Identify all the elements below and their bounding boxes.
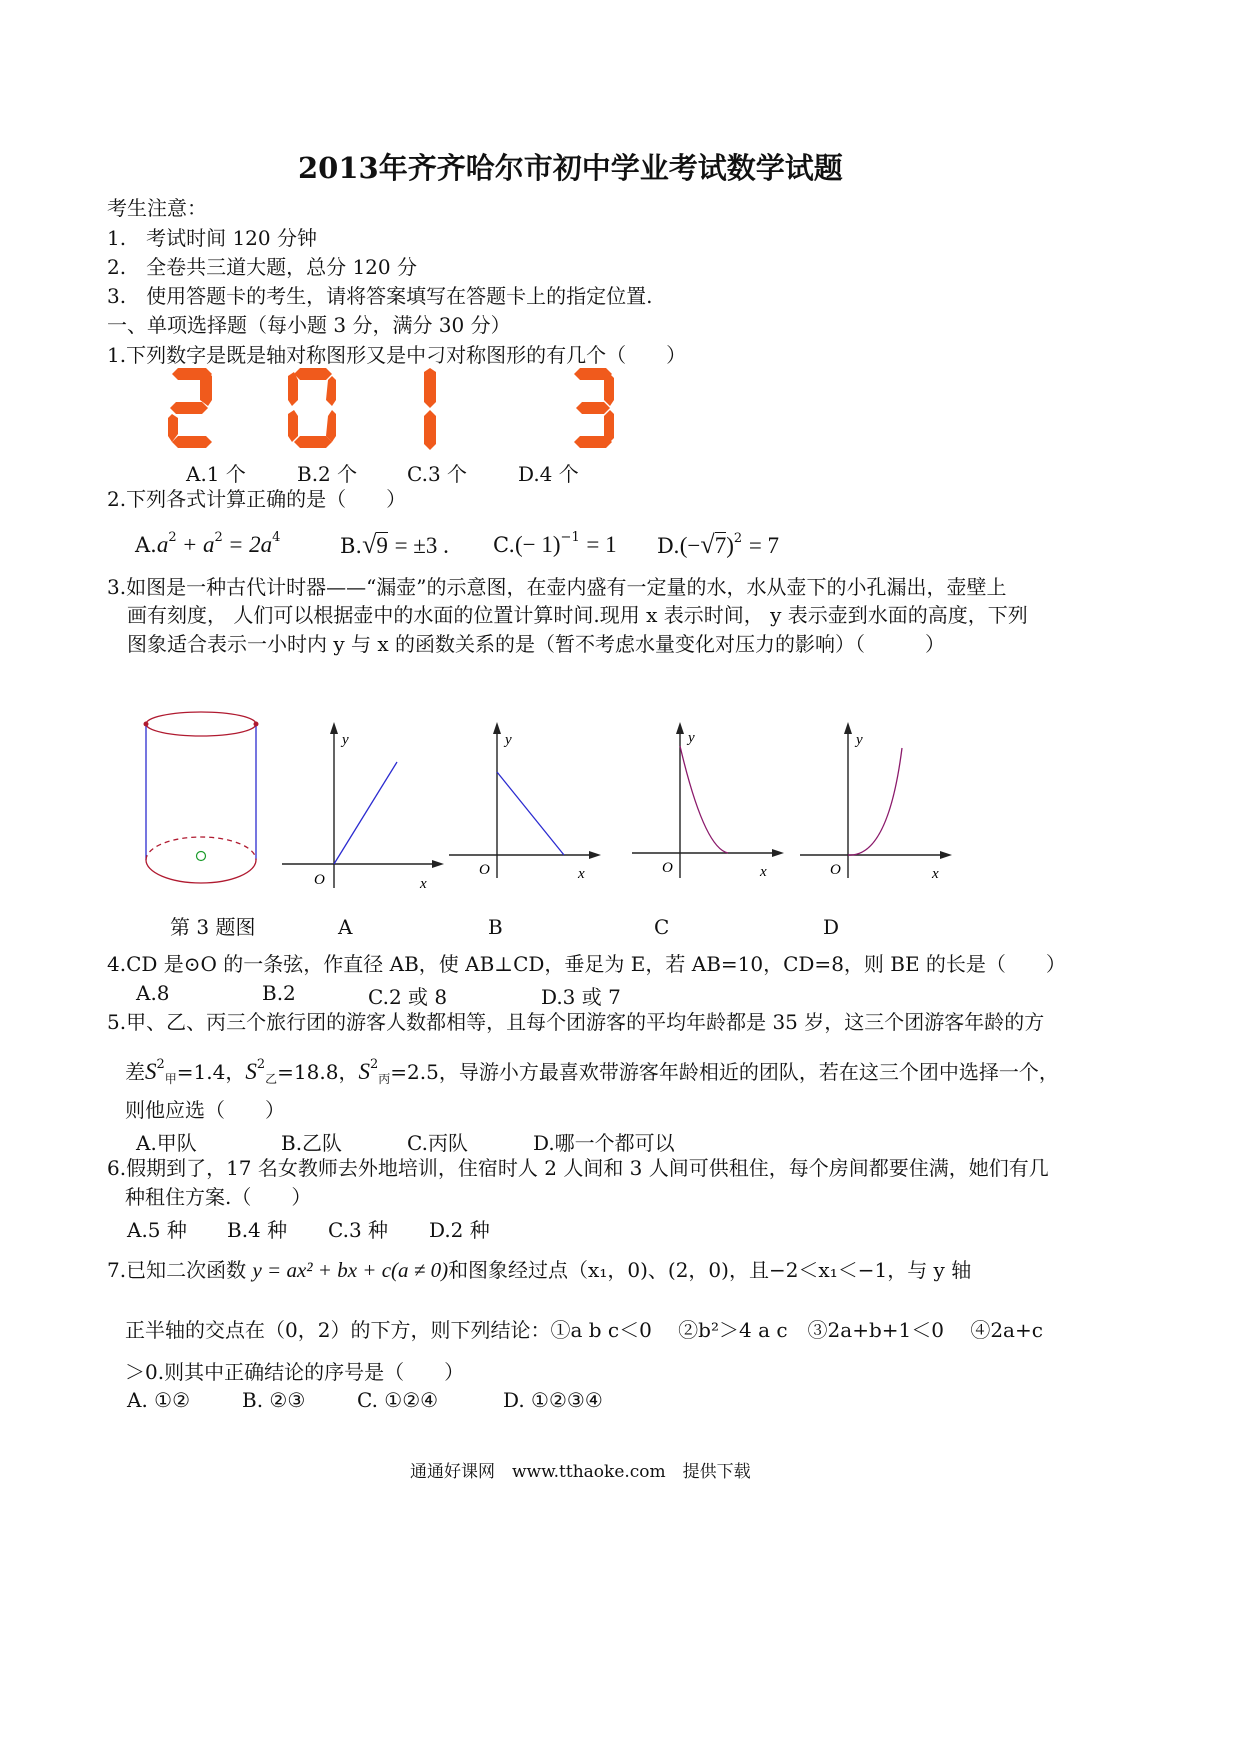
q7-option-d[interactable]: D. ①②③④ xyxy=(503,1388,603,1412)
q3-line-2: 画有刻度， 人们可以根据壶中的水面的位置计算时间.现用 x 表示时间， y 表示壶到水面的高度，下列 xyxy=(127,603,1028,627)
y-axis-label: y xyxy=(856,732,863,748)
q6-option-d[interactable]: D.2 种 xyxy=(429,1218,490,1242)
q7-option-b[interactable]: B. ②③ xyxy=(242,1388,306,1412)
q6-option-a[interactable]: A.5 种 xyxy=(127,1218,187,1242)
q2-stem: 2.下列各式计算正确的是（ ） xyxy=(107,487,407,511)
q3-line-3: 图象适合表示一小时内 y 与 x 的函数关系的是（暂不考虑水量变化对压力的影响）（ ） xyxy=(127,632,946,656)
x-axis-label: x xyxy=(420,876,427,892)
q2-option-c[interactable]: $C.(- 1)^{-1} = 1$ xyxy=(493,530,617,557)
q5-option-c[interactable]: C.丙队 xyxy=(407,1131,468,1155)
footer-source: 通通好课网 www.tthaoke.com 提供下载 xyxy=(410,1462,751,1482)
q7-option-a[interactable]: A. ①② xyxy=(127,1388,191,1412)
q4-option-c[interactable]: C.2 或 8 xyxy=(368,985,448,1009)
origin-label: O xyxy=(662,860,673,876)
digit-2-figure xyxy=(168,368,212,448)
q5-option-d[interactable]: D.哪一个都可以 xyxy=(533,1131,675,1155)
y-axis-label: y xyxy=(505,732,512,748)
origin-label: O xyxy=(314,872,325,888)
q5-line-3: 则他应选（ ） xyxy=(125,1098,285,1122)
q3-figure-caption: 第 3 题图 xyxy=(170,915,256,939)
q3-graph-label-a[interactable]: A xyxy=(338,915,353,939)
origin-label: O xyxy=(479,862,490,878)
q1-option-c[interactable]: C.3 个 xyxy=(407,462,468,486)
q3-graph-c xyxy=(630,718,790,883)
q5-option-b[interactable]: B.乙队 xyxy=(281,1131,343,1155)
notice-item-1: 1. 考试时间 120 分钟 xyxy=(107,226,317,250)
q1-option-a[interactable]: A.1 个 xyxy=(186,462,246,486)
q4-option-d[interactable]: D.3 或 7 xyxy=(541,985,621,1009)
q4-option-b[interactable]: B.2 xyxy=(262,981,296,1005)
digit-0-figure xyxy=(288,368,336,448)
notice-item-2: 2. 全卷共三道大题，总分 120 分 xyxy=(107,255,417,279)
q6-line-2: 种租住方案.（ ） xyxy=(125,1185,312,1209)
q3-line-1: 3.如图是一种古代计时器——“漏壶”的示意图，在壶内盛有一定量的水，水从壶下的小孔漏出，壶壁上 xyxy=(107,575,1007,599)
q1-option-b[interactable]: B.2 个 xyxy=(297,462,358,486)
q2-a-label: A. xyxy=(135,533,157,557)
q1-stem: 1.下列数字是既是轴对称图形又是中刁对称图形的有几个（ ） xyxy=(107,343,687,367)
q5-option-a[interactable]: A.甲队 xyxy=(136,1131,197,1155)
q5-line-1: 5.甲、乙、丙三个旅行团的游客人数都相等，且每个团游客的平均年龄都是 35 岁，这三个团游客年龄的方 xyxy=(107,1010,1045,1034)
q7-option-c[interactable]: C. ①②④ xyxy=(357,1388,439,1412)
q2-option-d[interactable]: $D.(-√7)^2 = 7$ xyxy=(657,530,780,559)
q1-seven-segment-digits xyxy=(160,362,630,454)
q1-option-d[interactable]: D.4 个 xyxy=(518,462,579,486)
digit-3-figure xyxy=(574,368,614,448)
q2-option-a[interactable]: $A.a^2 + a^2 = 2a^4$ xyxy=(135,530,281,557)
q3-graph-d xyxy=(798,718,958,883)
y-axis-label: y xyxy=(342,732,349,748)
notice-heading: 考生注意： xyxy=(107,196,207,220)
sqrt-sign: √ xyxy=(362,530,377,559)
x-axis-label: x xyxy=(578,866,585,882)
q2-option-b[interactable]: B.√9 = ±3 . xyxy=(340,530,449,559)
q6-option-c[interactable]: C.3 种 xyxy=(328,1218,389,1242)
q7-function: y = ax² + bx + c(a ≠ 0) xyxy=(252,1258,449,1282)
x-axis-label: x xyxy=(932,866,939,882)
page-title: 2013年齐齐哈尔市初中学业考试数学试题 xyxy=(298,151,843,185)
q3-graph-label-c[interactable]: C xyxy=(654,915,670,939)
q3-graph-b xyxy=(447,718,607,883)
origin-label: O xyxy=(830,862,841,878)
q4-stem: 4.CD 是⊙O 的一条弦，作直径 AB，使 AB⊥CD，垂足为 E，若 AB=10，CD=8，则 BE 的长是（ ） xyxy=(107,952,1066,976)
q3-graph-label-d[interactable]: D xyxy=(823,915,840,939)
q6-option-b[interactable]: B.4 种 xyxy=(227,1218,288,1242)
q5-line-2: 差$S^2_甲=1.4$，$S^2_乙=18.8$，$S^2_丙=2.5$，导游小方最喜欢带游客年龄相近的团队，若在这三个团中选择一个， xyxy=(125,1057,1059,1086)
q3-graph-label-b[interactable]: B xyxy=(488,915,503,939)
y-axis-label: y xyxy=(688,730,695,746)
q7-line-1: 7.已知二次函数 y = ax² + bx + c(a ≠ 0)和图象经过点（x₁，0)、(2，0)，且−2＜x₁＜−1，与 y 轴 xyxy=(107,1258,972,1282)
q3-cylinder-figure xyxy=(136,710,268,890)
q7-line-3: ＞0.则其中正确结论的序号是（ ） xyxy=(125,1360,465,1384)
digit-1-figure xyxy=(424,368,436,450)
x-axis-label: x xyxy=(760,864,767,880)
q3-graph-a xyxy=(280,718,445,893)
q6-line-1: 6.假期到了，17 名女教师去外地培训，住宿时人 2 人间和 3 人间可供租住，每个房间都要住满，她们有几 xyxy=(107,1156,1049,1180)
section-heading: 一、单项选择题（每小题 3 分，满分 30 分） xyxy=(107,313,511,337)
notice-item-3: 3. 使用答题卡的考生，请将答案填写在答题卡上的指定位置. xyxy=(107,284,653,308)
sqrt-sign: √ xyxy=(700,530,715,559)
q4-option-a[interactable]: A.8 xyxy=(136,981,170,1005)
q7-line-2: 正半轴的交点在（0，2）的下方，则下列结论：①a b c＜0 ②b²＞4 a c ③2a+b+1＜0 ④2a+c xyxy=(125,1318,1043,1342)
